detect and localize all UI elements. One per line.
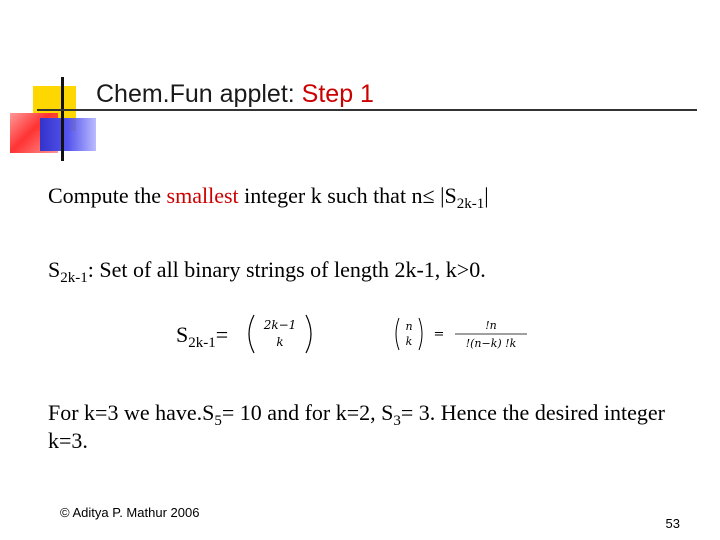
def-top: n <box>405 320 413 333</box>
binomial-definition-formula <box>393 316 533 352</box>
equation-subscript: 2k-1 <box>188 335 216 351</box>
slide-title <box>96 80 374 109</box>
equation-equals: = <box>215 322 229 347</box>
equation-symbol: S <box>176 322 189 347</box>
definition-text: : Set of all binary strings of length 2k-1, k>0. <box>87 257 486 282</box>
equation-lhs <box>176 322 229 351</box>
statement-highlight: smallest <box>166 183 239 208</box>
title-step: Step 1 <box>301 80 374 108</box>
binomial-formula <box>244 312 316 356</box>
statement-text-middle: integer k such that n≤ |S <box>238 183 457 208</box>
definition-subscript: 2k-1 <box>60 270 88 286</box>
binomial-top: 2k−1 <box>263 318 297 332</box>
binomial-bottom: k <box>276 335 284 349</box>
def-left-paren <box>396 318 399 350</box>
def-equals: = <box>433 327 445 342</box>
decor-vertical-line <box>61 77 64 161</box>
definition-symbol: S <box>48 257 61 282</box>
title-divider <box>37 109 697 111</box>
statement-text-start: Compute the <box>48 183 167 208</box>
def-denominator: !(n−k) !k <box>465 337 517 350</box>
def-bottom: k <box>405 335 413 348</box>
conclusion-subscript-1: 5 <box>214 413 222 429</box>
def-right-paren <box>419 318 422 350</box>
title-prefix: Chem.Fun applet: <box>96 80 302 108</box>
left-paren <box>249 315 254 353</box>
statement-subscript: 2k-1 <box>456 196 485 212</box>
right-paren <box>306 315 311 353</box>
conclusion-text-1: For k=3 we have.S <box>48 400 215 425</box>
decor-blue-square <box>40 118 96 151</box>
copyright-footer: © Aditya P. Mathur 2006 <box>60 505 200 520</box>
conclusion-text-3: = 3. Hence the desired integer k=3. <box>48 400 665 453</box>
statement-text-end: | <box>484 183 489 208</box>
definition-line <box>48 257 486 286</box>
def-numerator: !n <box>485 319 497 332</box>
conclusion-paragraph <box>48 399 688 455</box>
conclusion-subscript-2: 3 <box>393 413 401 429</box>
page-number: 53 <box>665 516 680 531</box>
statement-line <box>48 183 489 212</box>
conclusion-text-2: = 10 and for k=2, S <box>221 400 394 425</box>
